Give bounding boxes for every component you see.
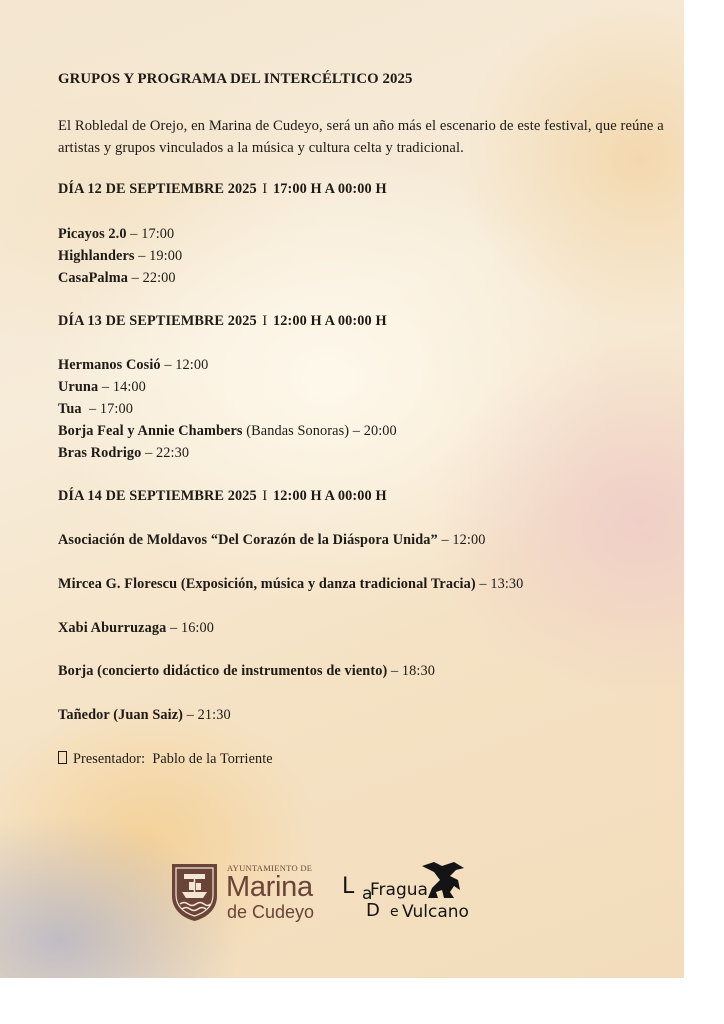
program-item [58,707,231,724]
logo-letter: D [366,900,380,921]
fragua-logo [340,860,470,930]
program-item [58,270,176,287]
program-item [58,401,133,418]
program-name: Borja (concierto didáctico de instrumentos de viento) [58,663,388,679]
program-item [58,226,174,243]
program-name: Uruna [58,379,99,395]
program-time: – 21:30 [183,707,231,723]
day-separator: I [262,488,268,504]
program-name: Highlanders [58,248,135,264]
program-time: – 17:00 [81,401,133,417]
program-name: Tañedor (Juan Saiz) [58,707,184,723]
day-date: DÍA 12 DE SEPTIEMBRE 2025 [58,181,257,197]
logo-letter: L [342,874,355,899]
day-date: DÍA 14 DE SEPTIEMBRE 2025 [58,488,257,504]
program-name: Bras Rodrigo [58,445,142,461]
logo-letter: e [390,904,399,920]
program-name: Tua [58,401,82,417]
day-heading [58,313,387,330]
coat-of-arms-icon [170,862,219,922]
program-name: Hermanos Cosió [58,357,161,373]
program-item [58,423,397,440]
program-item [58,445,189,462]
day-hours: 17:00 H A 00:00 H [272,181,387,197]
logo-letter: a [362,884,373,904]
logo-word: Vulcano [402,902,469,922]
day-separator: I [262,313,268,329]
program-name: Picayos 2.0 [58,226,127,242]
program-item [58,620,214,637]
program-time: – 19:00 [134,248,183,264]
program-item [58,357,208,374]
program-name: Asociación de Moldavos “Del Corazón de la Diáspora Unida” [58,532,438,548]
day-date: DÍA 13 DE SEPTIEMBRE 2025 [58,313,257,329]
program-name: CasaPalma [58,270,128,286]
day-separator: I [262,181,268,197]
program-time: – 22:30 [141,445,190,461]
presenter-text: Presentador: Pablo de la Torriente [73,751,273,767]
day-hours: 12:00 H A 00:00 H [272,488,387,504]
day-heading [58,181,387,198]
day-hours: 12:00 H A 00:00 H [272,313,387,329]
program-item [58,248,182,265]
ayuntamiento-logo [170,862,330,924]
program-time: – 12:00 [437,532,486,548]
program-name: Mircea G. Florescu (Exposición, música y danza tradicional Tracia) [58,576,476,592]
program-time: – 18:30 [387,663,435,679]
intro-paragraph: El Robledal de Orejo, en Marina de Cudeyo, será un año más el escenario de este festival, que reúne a artistas y grupos vinculados a la música y cultura celta y tradicional. [58,118,664,156]
program-time: – 17:00 [126,226,175,242]
program-extra: (Bandas Sonoras) [242,423,350,439]
presenter-line [58,751,273,768]
program-time: – 12:00 [160,357,209,373]
program-time: – 22:00 [128,270,176,286]
logo-main-text: Marina [226,871,313,903]
program-time: – 16:00 [166,620,215,636]
program-time: – 13:30 [475,576,524,592]
program-item [58,576,523,593]
program-item [58,379,146,396]
day-heading [58,488,387,505]
page-title: GRUPOS Y PROGRAMA DEL INTERCÉLTICO 2025 [58,71,413,87]
missing-glyph-icon [58,751,67,764]
program-time: – 14:00 [98,379,146,395]
logo-word: Fragua [370,880,428,900]
logo-small-text: AYUNTAMIENTO DE [227,863,313,873]
program-item [58,532,485,549]
program-name: Xabi Aburruzaga [58,620,167,636]
program-time: – 20:00 [349,423,397,439]
logo-sub-text: de Cudeyo [227,902,315,922]
program-item [58,663,435,680]
program-name: Borja Feal y Annie Chambers [58,423,243,439]
